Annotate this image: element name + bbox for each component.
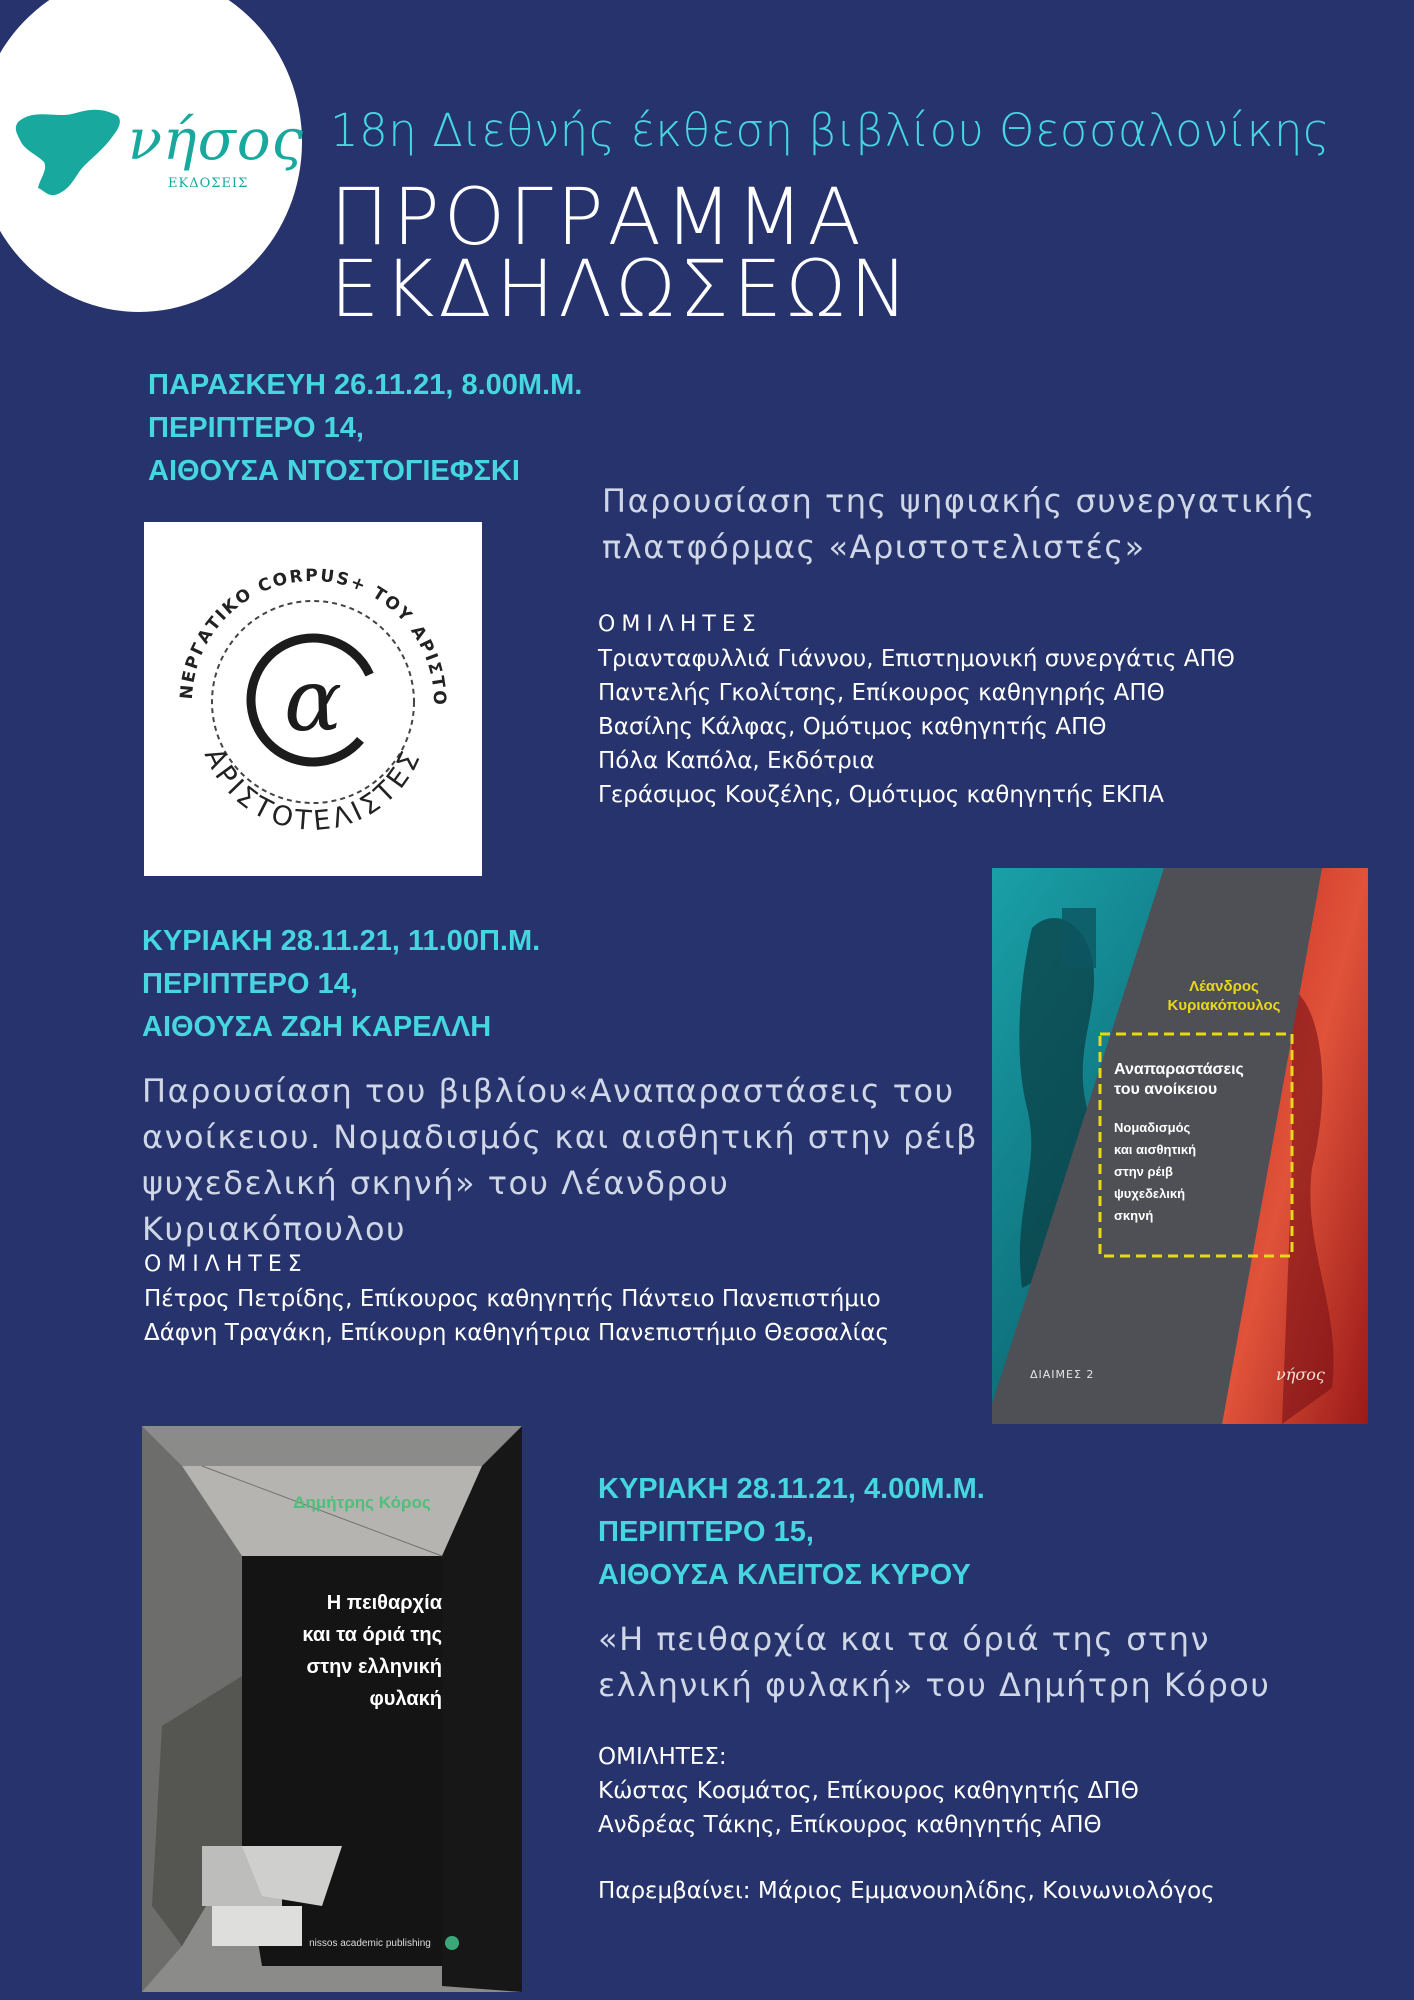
fair-subtitle: 18η Διεθνής έκθεση βιβλίου Θεσσαλονίκης xyxy=(330,104,1330,157)
event2-title-line1: Παρουσίαση του βιβλίου«Αναπαραστάσεις του xyxy=(142,1072,955,1110)
alpha-symbol-icon: α xyxy=(283,651,343,751)
list-item: Βασίλης Κάλφας, Ομότιμος καθηγητής ΑΠΘ xyxy=(598,714,1107,740)
list-item: Πόλα Καπόλα, Εκδότρια xyxy=(598,748,875,774)
event2-date: ΚΥΡΙΑΚΗ 28.11.21, 11.00Π.Μ. xyxy=(142,925,541,957)
aristotelistes-arc-text: ΝΕΡΓΑΤΙΚΟ CORPUS+ ΤΟΥ ΑΡΙΣΤΟ xyxy=(176,565,450,708)
event3-intervention: Παρεμβαίνει: Μάριος Εμμανουηλίδης, Κοινωνιολόγος xyxy=(598,1878,1215,1904)
event2-pavilion: ΠΕΡΙΠΤΕΡΟ 14, xyxy=(142,968,358,1000)
list-item: Ανδρέας Τάκης, Επίκουρος καθηγητής ΑΠΘ xyxy=(598,1812,1102,1838)
island-logo-icon xyxy=(14,104,126,200)
event2-speakers-label: ΟΜΙΛΗΤΕΣ xyxy=(144,1252,308,1277)
book2-title-line3: στην ελληνική xyxy=(306,1656,442,1678)
event1-header xyxy=(148,364,582,493)
list-item: Δάφνη Τραγάκη, Επίκουρη καθηγήτρια Πανεπιστήμιο Θεσσαλίας xyxy=(144,1320,890,1346)
book1-author-line1: Λέανδρος xyxy=(1189,978,1259,995)
event1-hall: ΑΙΘΟΥΣΑ ΝΤΟΣΤΟΓΙΕΦΣΚΙ xyxy=(148,455,520,487)
event3-hall: ΑΙΘΟΥΣΑ ΚΛΕΙΤΟΣ ΚΥΡΟΥ xyxy=(598,1559,971,1591)
book2-author: Δημήτρης Κόρος xyxy=(293,1493,431,1512)
book1-subtitle-1: Νομαδισμός xyxy=(1114,1120,1191,1135)
book1-title-line2: του ανοίκειου xyxy=(1114,1081,1218,1098)
event3-pavilion: ΠΕΡΙΠΤΕΡΟ 15, xyxy=(598,1516,814,1548)
book2-title-line1: Η πειθαρχία xyxy=(326,1592,442,1614)
book1-subtitle-5: σκηνή xyxy=(1114,1208,1154,1223)
book1-series: ΔΙΑΙΜΕΣ 2 xyxy=(1030,1368,1095,1381)
event1-title xyxy=(602,478,1316,570)
event2-title-line2: ανοίκειου. Νομαδισμός και αισθητική στην ρέιβ xyxy=(142,1118,978,1156)
event2-title xyxy=(142,1068,978,1252)
book2-publisher: nissos academic publishing xyxy=(309,1938,431,1949)
event2-speakers-list xyxy=(144,1282,889,1350)
event2-hall: ΑΙΘΟΥΣΑ ΖΩΗ ΚΑΡΕΛΛΗ xyxy=(142,1011,492,1043)
aristotelistes-logo-image xyxy=(144,522,482,876)
book1-subtitle-3: στην ρέιβ xyxy=(1114,1164,1173,1179)
event3-speakers-label: ΟΜΙΛΗΤΕΣ: xyxy=(598,1744,727,1770)
event3-title-line2: ελληνική φυλακή» του Δημήτρη Κόρου xyxy=(598,1666,1271,1704)
event3-title xyxy=(598,1616,1270,1708)
book1-author-line2: Κυριακόπουλος xyxy=(1167,997,1281,1014)
book1-title-line1: Αναπαραστάσεις xyxy=(1114,1061,1244,1078)
book1-publisher: νήσος xyxy=(1276,1365,1325,1384)
aristotelistes-bottom-text: ΑΡΙΣΤΟΤΕΛΙΣΤΕΣ xyxy=(197,743,428,838)
list-item: Γεράσιμος Κουζέλης, Ομότιμος καθηγητής ΕΚΠΑ xyxy=(598,782,1164,808)
event3-date: ΚΥΡΙΑΚΗ 28.11.21, 4.00Μ.Μ. xyxy=(598,1473,985,1505)
event1-date: ΠΑΡΑΣΚΕΥΗ 26.11.21, 8.00Μ.Μ. xyxy=(148,369,583,401)
logo-wordmark: νήσος xyxy=(128,108,304,173)
list-item: Κώστας Κοσμάτος, Επίκουρος καθηγητής ΔΠΘ xyxy=(598,1778,1139,1804)
book2-title-line4: φυλακή xyxy=(369,1688,442,1710)
event1-speakers-label: ΟΜΙΛΗΤΕΣ xyxy=(598,612,762,637)
list-item: Παντελής Γκολίτσης, Επίκουρος καθηγηρής ΑΠΘ xyxy=(598,680,1165,706)
book2-title-line2: και τα όριά της xyxy=(302,1624,442,1646)
event1-title-line2: πλατφόρμας «Αριστοτελιστές» xyxy=(602,528,1146,566)
list-item: Τριανταφυλλιά Γιάννου, Επιστημονική συνεργάτις ΑΠΘ xyxy=(598,646,1235,672)
event3-title-line1: «Η πειθαρχία και τα όριά της στην xyxy=(598,1620,1210,1658)
page-title-line2: ΕΚΔΗΛΩΣΕΩΝ xyxy=(330,245,912,335)
event1-title-line1: Παρουσίαση της ψηφιακής συνεργατικής xyxy=(602,482,1316,520)
event1-speakers-list xyxy=(598,642,1235,812)
book-cover-anaparastaseis xyxy=(992,868,1368,1424)
book1-subtitle-2: και αισθητική xyxy=(1114,1142,1197,1157)
book-cover-peitharchia xyxy=(142,1426,522,1992)
event2-title-line4: Κυριακόπουλου xyxy=(142,1210,407,1248)
event3-speakers-list xyxy=(598,1774,1139,1842)
page-title-line1: ΠΡΟΓΡΑΜΜΑ xyxy=(330,173,865,263)
event3-header xyxy=(598,1468,985,1597)
event2-title-line3: ψυχεδελική σκηνή» του Λέανδρου xyxy=(142,1164,730,1202)
event1-pavilion: ΠΕΡΙΠΤΕΡΟ 14, xyxy=(148,412,364,444)
page-title xyxy=(330,173,912,335)
list-item: Πέτρος Πετρίδης, Επίκουρος καθηγητής Πάντειο Πανεπιστήμιο xyxy=(144,1286,881,1312)
book1-subtitle-4: ψυχεδελική xyxy=(1114,1186,1186,1201)
logo-subtext: ΕΚΔΟΣΕΙΣ xyxy=(168,176,249,191)
event2-header xyxy=(142,920,540,1049)
